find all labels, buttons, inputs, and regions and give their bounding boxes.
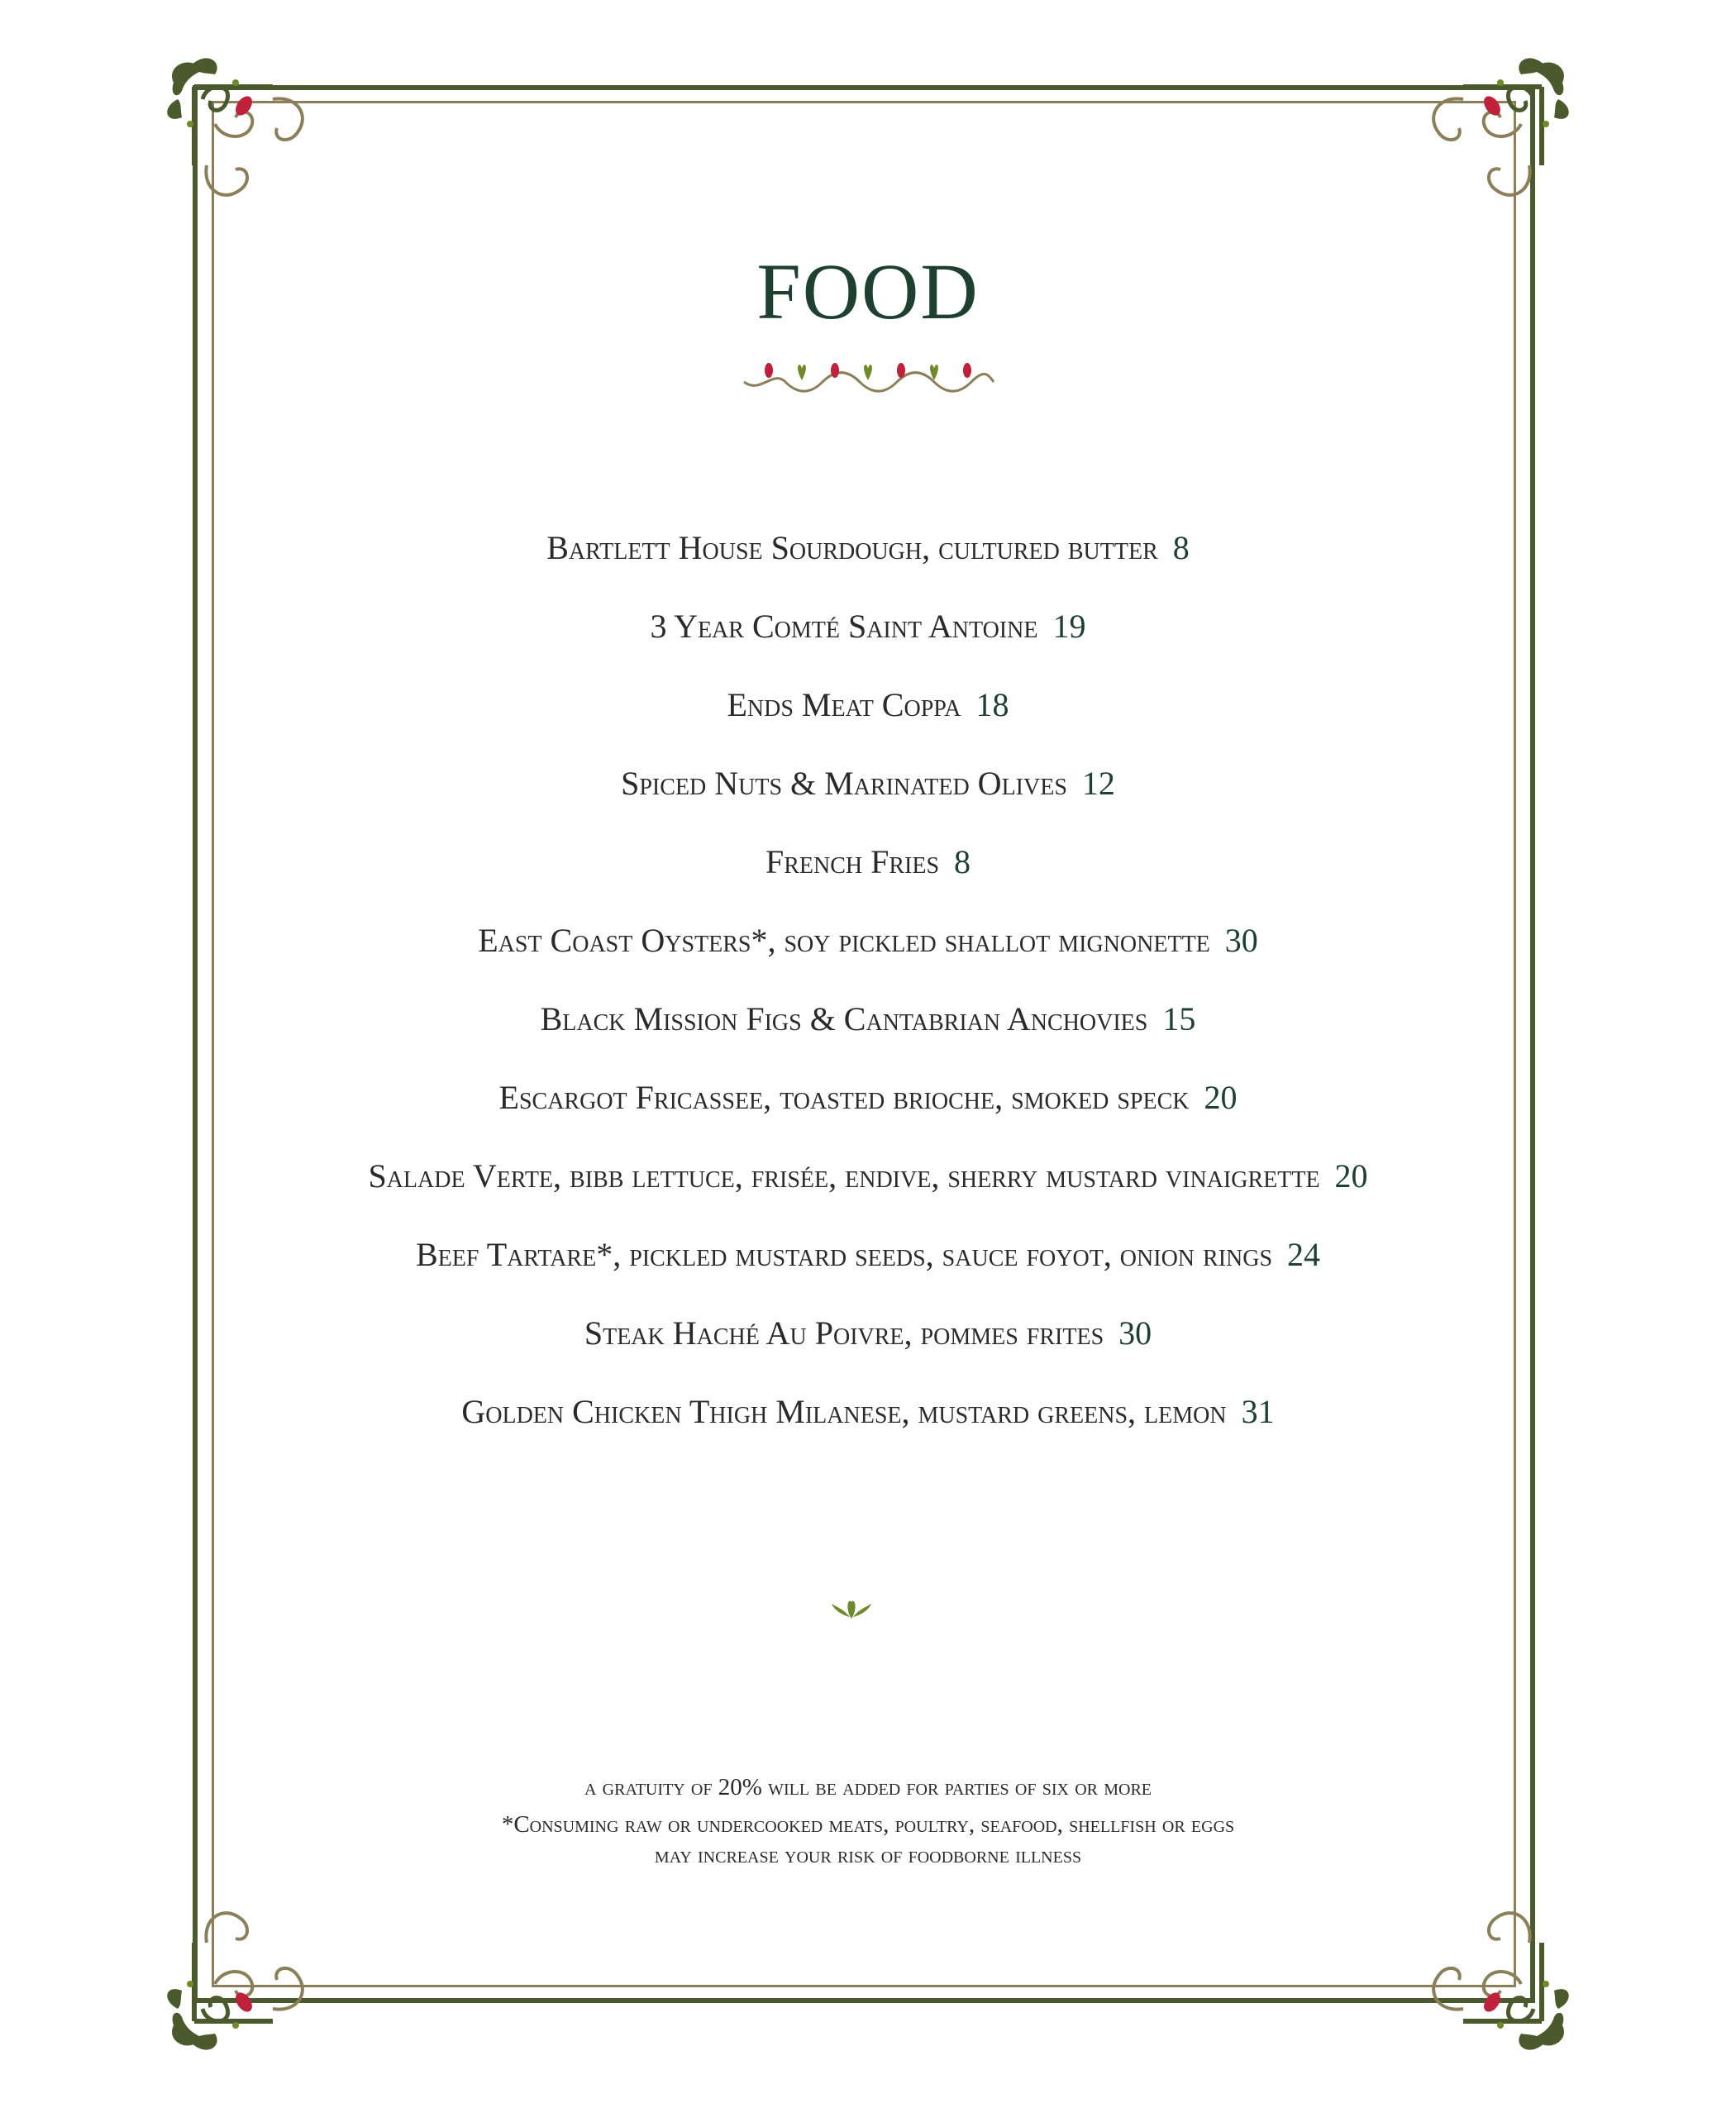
consumption-warning-line2: may increase your risk of foodborne illness — [654, 1842, 1082, 1868]
menu-item-price: 8 — [1172, 529, 1190, 566]
menu-item-price: 20 — [1334, 1157, 1368, 1195]
menu-item-price: 8 — [954, 843, 971, 880]
menu-item-price: 12 — [1081, 765, 1115, 802]
menu-item-price: 24 — [1287, 1236, 1321, 1273]
menu-item — [0, 665, 1736, 744]
menu-item-price: 30 — [1118, 1314, 1152, 1352]
menu-item-name: Escargot Fricassee, toasted brioche, smoked speck — [498, 1079, 1190, 1116]
leaf-sprig-icon — [828, 1594, 875, 1624]
menu-item — [0, 1137, 1736, 1215]
menu-item — [0, 744, 1736, 823]
menu-item-price: 30 — [1224, 922, 1258, 959]
menu-item-name: Steak Haché Au Poivre, pommes frites — [584, 1314, 1104, 1352]
menu-footer — [0, 1769, 1736, 1870]
menu-item — [0, 901, 1736, 980]
menu-item-name: French Fries — [765, 843, 940, 880]
menu-item-price: 31 — [1241, 1393, 1275, 1430]
menu-item-price: 20 — [1204, 1079, 1238, 1116]
floral-vine-divider-icon — [736, 357, 1000, 398]
menu-item — [0, 1294, 1736, 1372]
menu-item-price: 19 — [1052, 608, 1086, 645]
menu-item — [0, 1058, 1736, 1137]
menu-item-name: Salade Verte, bibb lettuce, frisée, endive, sherry mustard vinaigrette — [368, 1157, 1320, 1195]
menu-item-price: 15 — [1162, 1000, 1196, 1037]
gratuity-notice: a gratuity of 20% will be added for parties of six or more — [584, 1774, 1152, 1800]
menu-item-name: Beef Tartare*, pickled mustard seeds, sauce foyot, onion rings — [415, 1236, 1273, 1273]
menu-item — [0, 980, 1736, 1058]
floral-corner-ornament-icon — [157, 50, 355, 248]
consumption-warning-line1: *Consuming raw or undercooked meats, poultry, seafood, shellfish or eggs — [501, 1811, 1235, 1838]
floral-corner-ornament-icon — [1381, 1860, 1579, 2058]
menu-item — [0, 1372, 1736, 1451]
menu-title: FOOD — [756, 247, 980, 336]
menu-item-name: 3 Year Comté Saint Antoine — [650, 608, 1038, 645]
menu-item — [0, 823, 1736, 901]
menu-item-price: 18 — [975, 686, 1009, 723]
menu-item-name: Bartlett House Sourdough, cultured butter — [546, 529, 1158, 566]
menu-item-name: East Coast Oysters*, soy pickled shallot mignonette — [478, 922, 1210, 959]
menu-item-name: Ends Meat Coppa — [727, 686, 961, 723]
menu-item — [0, 1215, 1736, 1294]
menu-item-name: Golden Chicken Thigh Milanese, mustard greens, lemon — [461, 1393, 1227, 1430]
menu-item-name: Spiced Nuts & Marinated Olives — [621, 765, 1067, 802]
food-menu-list — [0, 508, 1736, 1451]
menu-item — [0, 508, 1736, 587]
floral-corner-ornament-icon — [157, 1860, 355, 2058]
menu-item — [0, 587, 1736, 665]
menu-item-name: Black Mission Figs & Cantabrian Anchovies — [540, 1000, 1148, 1037]
floral-corner-ornament-icon — [1381, 50, 1579, 248]
